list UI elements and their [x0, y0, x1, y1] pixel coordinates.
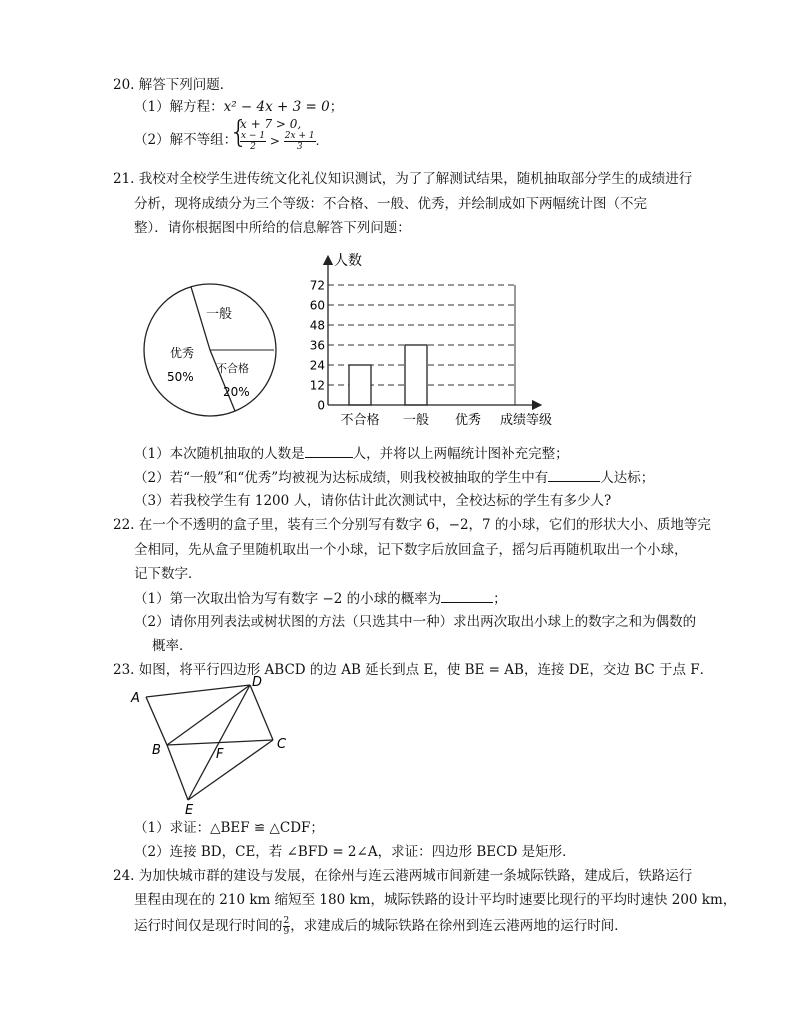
q21-line3: 整）．请你根据图中所给的信息解答下列问题：	[134, 220, 411, 236]
q24-line3-a: 运行时间仅是现行时间的	[134, 918, 283, 934]
q20-left-den: 2	[250, 142, 256, 152]
pie-divider-bottom	[210, 350, 235, 411]
q21-part1	[134, 444, 569, 463]
bar-tick-labels	[310, 279, 325, 413]
x-category-label-3: 优秀	[454, 413, 482, 428]
q22-part1-b: ；	[493, 591, 507, 607]
q22-line2: 全相同，先从盒子里随机取出一个小球，记下数字后放回盒子，摇匀后再随机取出一个小球，	[134, 542, 688, 558]
segment-BD	[167, 685, 250, 745]
pie-pct-excellent: 50%	[167, 370, 194, 384]
y-tick-label-36: 36	[309, 338, 325, 353]
q22-part1	[134, 589, 507, 608]
q20-right-fraction	[284, 131, 316, 152]
q20-ineq-line1: x + 7 > 0,	[240, 117, 302, 131]
x-category-label-1: 不合格	[340, 413, 380, 428]
bar-series	[349, 345, 427, 405]
point-F: F	[216, 747, 224, 762]
q21-part3: （3）若我校学生有 1200 人，请你估计此次测试中，全校达标的学生有多少人?	[134, 493, 612, 509]
y-axis-label: 人数	[334, 253, 362, 269]
pie-label-excellent: 优秀	[170, 346, 195, 360]
q22-part2-line2: 概率．	[152, 638, 193, 654]
segment-DE	[188, 685, 250, 800]
q20-title: 20. 解答下列问题．	[113, 77, 234, 93]
segment-AB	[146, 697, 167, 745]
point-B: B	[152, 743, 161, 758]
point-E: E	[185, 803, 194, 817]
bar-chart	[300, 252, 570, 434]
q20-ineq-line2	[240, 131, 319, 152]
y-tick-label-24: 24	[309, 358, 325, 373]
q22-part1-a: （1）第一次取出恰为写有数字 −2 的小球的概率为	[134, 591, 442, 607]
q21-blank-1[interactable]	[305, 444, 353, 458]
q21-part1-b: 人，并将以上两幅统计图补充完整；	[352, 446, 569, 462]
pie-chart	[140, 280, 280, 420]
q20-gt: >	[269, 134, 280, 148]
segment-EC	[188, 740, 273, 800]
x-category-label-2: 一般	[402, 413, 430, 428]
q20-equation: x² − 4x + 3 = 0	[223, 99, 330, 115]
q20-right-den: 3	[296, 142, 303, 152]
parallelogram-figure	[125, 672, 300, 817]
q24-frac-num: 2	[283, 916, 290, 926]
bar-1	[349, 365, 371, 405]
q23-part1: （1）求证：△BEF ≌ △CDF；	[134, 820, 324, 836]
y-tick-label-48: 48	[309, 318, 325, 333]
q21-blank-2[interactable]	[548, 468, 600, 482]
q20-right-num: 2x + 1	[284, 131, 315, 141]
point-A: A	[131, 691, 140, 706]
q21-line1: 21. 我校对全校学生进传统文化礼仪知识测试，为了了解测试结果，随机抽取部分学生的成绩进行	[113, 171, 693, 187]
point-C: C	[277, 737, 287, 752]
q20-part1	[134, 98, 343, 116]
q23-line1: 23. 如图，将平行四边形 ABCD 的边 AB 延长到点 E，使 BE = AB，连接 DE，交边 BC 于点 F．	[113, 662, 714, 678]
q20-part2-prefix: （2）解不等组：	[134, 132, 238, 148]
y-tick-label-12: 12	[309, 378, 325, 393]
q24-line3	[134, 916, 628, 937]
pie-label-general: 一般	[206, 307, 233, 322]
q21-line2: 分析，现将成绩分为三个等级：不合格、一般、优秀，并绘制成如下两幅统计图（不完	[134, 196, 647, 212]
q20-left-fraction	[240, 131, 266, 152]
q24-frac-den: 9	[283, 927, 290, 937]
y-tick-label-60: 60	[309, 298, 325, 313]
y-tick-label-0: 0	[317, 398, 325, 413]
segment-BE	[167, 745, 188, 800]
q21-part2-a: （2）若“一般”和“优秀”均被视为达标成绩，则我校被抽取的学生中有	[134, 470, 549, 486]
pie-pct-fail: 20%	[223, 385, 250, 399]
q23-part2: （2）连接 BD，CE，若 ∠BFD = 2∠A，求证：四边形 BECD 是矩形．	[134, 844, 576, 860]
segment-AD	[146, 685, 250, 697]
q20-part1-prefix: （1）解方程：	[134, 99, 224, 115]
q20-end: .	[315, 134, 320, 148]
x-axis-label: 成绩等级	[500, 413, 553, 428]
q21-part1-a: （1）本次随机抽取的人数是	[134, 446, 305, 462]
y-tick-label-72: 72	[309, 278, 325, 293]
q20-part1-end: ；	[329, 99, 344, 115]
q24-line1: 24. 为加快城市群的建设与发展，在徐州与连云港两城市间新建一条城际铁路，建成后，铁路运行	[113, 868, 693, 884]
q24-line2: 里程由现在的 210 km 缩短至 180 km，城际铁路的设计平均时速要比现行的平均时速快 200 km，	[134, 892, 737, 908]
bar-2	[405, 345, 427, 405]
pie-label-fail: 不合格	[216, 362, 249, 375]
q21-part2-b: 人达标；	[600, 470, 655, 486]
segment-DC	[250, 685, 273, 740]
q22-line1: 22. 在一个不透明的盒子里，装有三个分别写有数字 6，−2，7 的小球，它们的形状大小、质地等完	[113, 517, 711, 533]
q22-part2-line1: （2）请你用列表法或树状图的方法（只选其中一种）求出两次取出小球上的数字之和为偶数的	[134, 614, 697, 630]
q22-line3: 记下数字．	[134, 566, 202, 582]
point-D: D	[252, 675, 263, 690]
q21-part2	[134, 468, 654, 487]
q20-left-num: x − 1	[241, 131, 266, 141]
q22-blank-1[interactable]	[441, 589, 493, 603]
system-brace: {	[229, 115, 249, 150]
bar-category-labels	[340, 412, 481, 428]
q24-line3-b: ，求建成后的城际铁路在徐州到连云港两地的运行时间．	[290, 918, 628, 934]
